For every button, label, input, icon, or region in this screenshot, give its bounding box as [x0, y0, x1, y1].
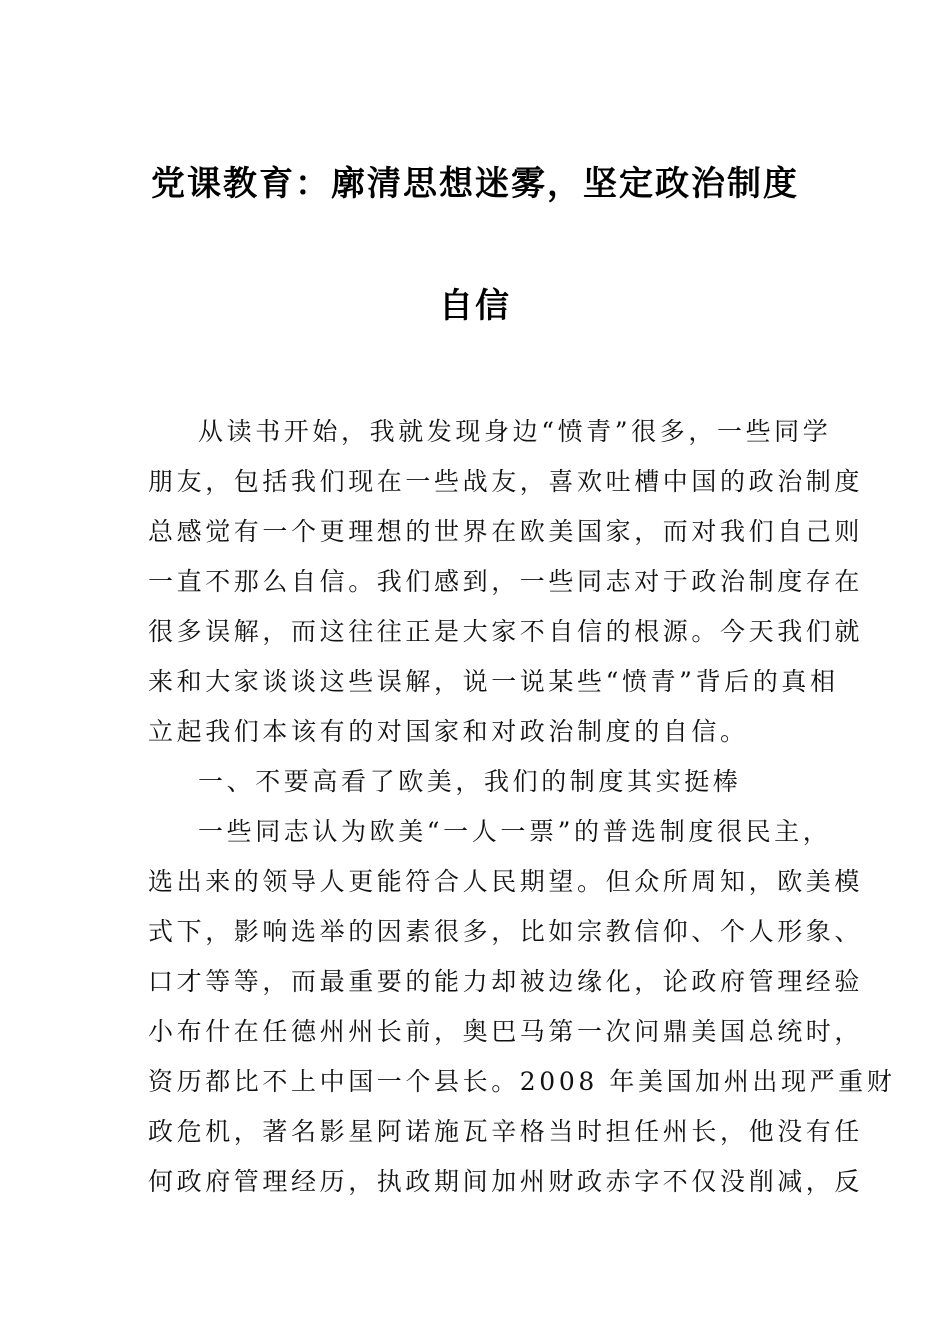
- document-body: [148, 407, 896, 1207]
- document-title-line-1: 党课教育：廓清思想迷雾，坚定政治制度: [151, 164, 799, 204]
- paragraph-line: 很多误解，而这往往正是大家不自信的根源。今天我们就: [148, 617, 864, 646]
- paragraph-line: 一直不那么自信。我们感到，一些同志对于政治制度存在: [148, 567, 864, 596]
- paragraph-line: 来和大家谈谈这些误解，说一说某些“愤青”背后的真相: [148, 667, 839, 696]
- paragraph-line: 式下，影响选举的因素很多，比如宗教信仰、个人形象、: [148, 917, 864, 946]
- document-title-line-2: 自信: [439, 286, 511, 326]
- paragraph-line: 总感觉有一个更理想的世界在欧美国家，而对我们自己则: [148, 517, 864, 546]
- paragraph-line: 口才等等，而最重要的能力却被边缘化，论政府管理经验: [148, 967, 864, 996]
- paragraph-line: 资历都比不上中国一个县长。2008 年美国加州出现严重财: [148, 1067, 896, 1096]
- paragraph-line: 何政府管理经历，执政期间加州财政赤字不仅没削减，反: [148, 1167, 864, 1196]
- paragraph-line: 从读书开始，我就发现身边“愤青”很多，一些同学: [198, 417, 832, 446]
- paragraph-line: 一些同志认为欧美“一人一票”的普选制度很民主，: [198, 817, 832, 846]
- paragraph-line: 政危机，著名影星阿诺施瓦辛格当时担任州长，他没有任: [148, 1117, 864, 1146]
- section-heading: 一、不要高看了欧美，我们的制度其实挺棒: [198, 767, 742, 796]
- paragraph-line: 朋友，包括我们现在一些战友，喜欢吐槽中国的政治制度: [148, 467, 864, 496]
- paragraph-line: 选出来的领导人更能符合人民期望。但众所周知，欧美模: [148, 867, 864, 896]
- paragraph-line: 小布什在任德州州长前，奥巴马第一次问鼎美国总统时，: [148, 1017, 864, 1046]
- paragraph-line: 立起我们本该有的对国家和对政治制度的自信。: [148, 717, 749, 746]
